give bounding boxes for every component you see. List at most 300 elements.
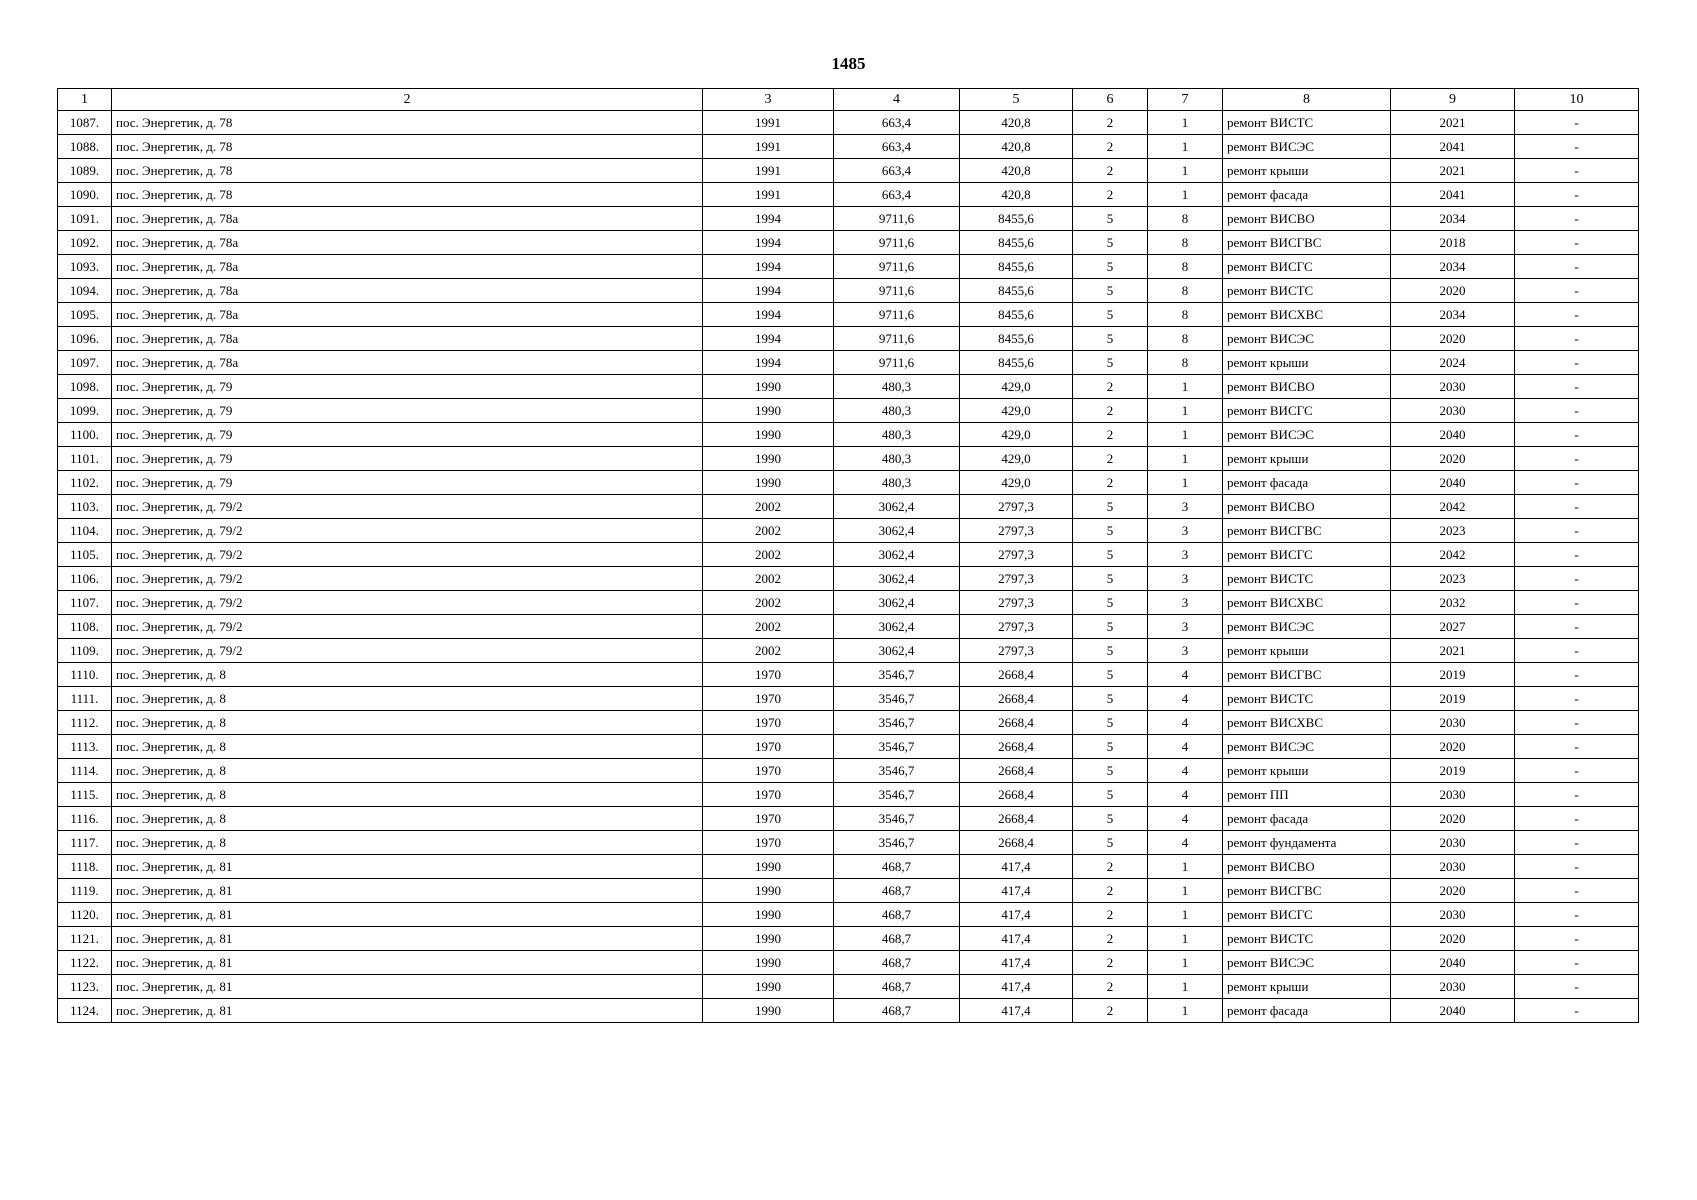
table-row [58, 351, 1639, 375]
cell-note: - [1515, 879, 1639, 903]
cell-address: пос. Энергетик, д. 81 [112, 975, 703, 999]
cell-note: - [1515, 231, 1639, 255]
table-row [58, 927, 1639, 951]
cell-total-area: 468,7 [834, 975, 960, 999]
cell-floors: 5 [1073, 495, 1148, 519]
cell-row-number: 1104. [58, 519, 112, 543]
cell-note: - [1515, 855, 1639, 879]
cell-year-built: 1970 [703, 711, 834, 735]
cell-total-area: 480,3 [834, 399, 960, 423]
cell-total-area: 663,4 [834, 183, 960, 207]
cell-entrances: 1 [1148, 375, 1223, 399]
cell-work-type: ремонт ВИСТС [1223, 927, 1391, 951]
cell-work-type: ремонт ВИСГВС [1223, 519, 1391, 543]
column-header-6: 6 [1073, 89, 1148, 111]
cell-total-area: 3062,4 [834, 567, 960, 591]
cell-total-area: 480,3 [834, 447, 960, 471]
cell-address: пос. Энергетик, д. 78а [112, 207, 703, 231]
cell-floors: 2 [1073, 471, 1148, 495]
cell-total-area: 3546,7 [834, 759, 960, 783]
cell-note: - [1515, 903, 1639, 927]
table-row [58, 639, 1639, 663]
table-row [58, 663, 1639, 687]
cell-living-area: 420,8 [960, 159, 1073, 183]
cell-year-built: 1994 [703, 327, 834, 351]
table-row [58, 975, 1639, 999]
table-row [58, 135, 1639, 159]
cell-planned-year: 2030 [1391, 903, 1515, 927]
cell-floors: 2 [1073, 135, 1148, 159]
cell-address: пос. Энергетик, д. 79 [112, 471, 703, 495]
cell-work-type: ремонт ВИСГС [1223, 543, 1391, 567]
cell-floors: 2 [1073, 903, 1148, 927]
cell-address: пос. Энергетик, д. 79 [112, 447, 703, 471]
cell-living-area: 420,8 [960, 183, 1073, 207]
cell-living-area: 8455,6 [960, 303, 1073, 327]
cell-planned-year: 2018 [1391, 231, 1515, 255]
cell-planned-year: 2030 [1391, 711, 1515, 735]
cell-living-area: 417,4 [960, 927, 1073, 951]
cell-row-number: 1095. [58, 303, 112, 327]
cell-total-area: 3062,4 [834, 495, 960, 519]
cell-year-built: 1990 [703, 423, 834, 447]
cell-planned-year: 2041 [1391, 183, 1515, 207]
table-row [58, 831, 1639, 855]
cell-note: - [1515, 639, 1639, 663]
cell-living-area: 417,4 [960, 975, 1073, 999]
cell-living-area: 2797,3 [960, 519, 1073, 543]
cell-row-number: 1110. [58, 663, 112, 687]
cell-note: - [1515, 759, 1639, 783]
cell-year-built: 1994 [703, 255, 834, 279]
cell-entrances: 1 [1148, 135, 1223, 159]
cell-living-area: 8455,6 [960, 207, 1073, 231]
cell-work-type: ремонт ПП [1223, 783, 1391, 807]
cell-work-type: ремонт ВИСЭС [1223, 951, 1391, 975]
cell-year-built: 1970 [703, 807, 834, 831]
cell-planned-year: 2041 [1391, 135, 1515, 159]
cell-total-area: 3546,7 [834, 711, 960, 735]
cell-living-area: 2668,4 [960, 663, 1073, 687]
cell-note: - [1515, 423, 1639, 447]
cell-note: - [1515, 615, 1639, 639]
cell-work-type: ремонт ВИСТС [1223, 687, 1391, 711]
column-header-9: 9 [1391, 89, 1515, 111]
cell-entrances: 4 [1148, 807, 1223, 831]
cell-row-number: 1100. [58, 423, 112, 447]
cell-living-area: 2797,3 [960, 543, 1073, 567]
cell-planned-year: 2020 [1391, 447, 1515, 471]
cell-entrances: 3 [1148, 615, 1223, 639]
cell-entrances: 3 [1148, 639, 1223, 663]
cell-entrances: 1 [1148, 903, 1223, 927]
cell-year-built: 2002 [703, 543, 834, 567]
cell-row-number: 1087. [58, 111, 112, 135]
cell-row-number: 1113. [58, 735, 112, 759]
cell-year-built: 1970 [703, 783, 834, 807]
cell-total-area: 9711,6 [834, 351, 960, 375]
cell-address: пос. Энергетик, д. 8 [112, 831, 703, 855]
table-header-row [58, 89, 1639, 111]
cell-total-area: 3546,7 [834, 807, 960, 831]
cell-row-number: 1123. [58, 975, 112, 999]
column-header-8: 8 [1223, 89, 1391, 111]
cell-entrances: 4 [1148, 663, 1223, 687]
cell-entrances: 8 [1148, 303, 1223, 327]
cell-planned-year: 2019 [1391, 687, 1515, 711]
cell-total-area: 9711,6 [834, 279, 960, 303]
cell-row-number: 1107. [58, 591, 112, 615]
cell-entrances: 1 [1148, 927, 1223, 951]
table-row [58, 519, 1639, 543]
cell-work-type: ремонт крыши [1223, 759, 1391, 783]
cell-address: пос. Энергетик, д. 8 [112, 663, 703, 687]
cell-floors: 5 [1073, 831, 1148, 855]
cell-year-built: 2002 [703, 495, 834, 519]
cell-entrances: 1 [1148, 879, 1223, 903]
cell-year-built: 2002 [703, 639, 834, 663]
cell-floors: 2 [1073, 447, 1148, 471]
cell-work-type: ремонт ВИСТС [1223, 279, 1391, 303]
page-number: 1485 [831, 54, 866, 73]
cell-address: пос. Энергетик, д. 8 [112, 735, 703, 759]
cell-work-type: ремонт ВИСЭС [1223, 615, 1391, 639]
cell-note: - [1515, 471, 1639, 495]
cell-living-area: 8455,6 [960, 279, 1073, 303]
table-row [58, 255, 1639, 279]
cell-note: - [1515, 807, 1639, 831]
cell-living-area: 417,4 [960, 855, 1073, 879]
cell-note: - [1515, 303, 1639, 327]
cell-entrances: 3 [1148, 543, 1223, 567]
cell-year-built: 1990 [703, 879, 834, 903]
cell-planned-year: 2032 [1391, 591, 1515, 615]
cell-note: - [1515, 591, 1639, 615]
table-row [58, 495, 1639, 519]
cell-work-type: ремонт ВИСГВС [1223, 231, 1391, 255]
table-row [58, 111, 1639, 135]
cell-year-built: 1990 [703, 471, 834, 495]
cell-floors: 5 [1073, 687, 1148, 711]
cell-total-area: 3546,7 [834, 831, 960, 855]
column-header-3: 3 [703, 89, 834, 111]
cell-floors: 2 [1073, 159, 1148, 183]
cell-living-area: 8455,6 [960, 255, 1073, 279]
table-row [58, 783, 1639, 807]
cell-total-area: 9711,6 [834, 303, 960, 327]
table-row [58, 327, 1639, 351]
cell-entrances: 8 [1148, 279, 1223, 303]
cell-total-area: 468,7 [834, 999, 960, 1023]
cell-total-area: 3062,4 [834, 639, 960, 663]
cell-work-type: ремонт фундамента [1223, 831, 1391, 855]
cell-entrances: 4 [1148, 687, 1223, 711]
cell-living-area: 429,0 [960, 423, 1073, 447]
cell-planned-year: 2034 [1391, 207, 1515, 231]
cell-row-number: 1098. [58, 375, 112, 399]
cell-work-type: ремонт ВИСГС [1223, 255, 1391, 279]
cell-row-number: 1101. [58, 447, 112, 471]
cell-work-type: ремонт ВИСВО [1223, 207, 1391, 231]
cell-planned-year: 2034 [1391, 303, 1515, 327]
cell-floors: 5 [1073, 351, 1148, 375]
cell-row-number: 1122. [58, 951, 112, 975]
cell-living-area: 2668,4 [960, 783, 1073, 807]
cell-floors: 2 [1073, 183, 1148, 207]
cell-floors: 5 [1073, 615, 1148, 639]
cell-work-type: ремонт фасада [1223, 471, 1391, 495]
cell-floors: 2 [1073, 927, 1148, 951]
table-row [58, 231, 1639, 255]
cell-entrances: 1 [1148, 975, 1223, 999]
cell-floors: 5 [1073, 207, 1148, 231]
cell-note: - [1515, 999, 1639, 1023]
cell-work-type: ремонт ВИСВО [1223, 855, 1391, 879]
cell-row-number: 1114. [58, 759, 112, 783]
cell-address: пос. Энергетик, д. 79 [112, 423, 703, 447]
cell-address: пос. Энергетик, д. 79/2 [112, 567, 703, 591]
cell-year-built: 1991 [703, 135, 834, 159]
cell-year-built: 1970 [703, 831, 834, 855]
cell-year-built: 1970 [703, 687, 834, 711]
cell-note: - [1515, 399, 1639, 423]
cell-total-area: 663,4 [834, 135, 960, 159]
cell-total-area: 663,4 [834, 111, 960, 135]
cell-year-built: 1990 [703, 927, 834, 951]
table-row [58, 183, 1639, 207]
cell-planned-year: 2030 [1391, 399, 1515, 423]
cell-year-built: 1994 [703, 207, 834, 231]
cell-entrances: 1 [1148, 471, 1223, 495]
cell-total-area: 480,3 [834, 375, 960, 399]
cell-living-area: 2668,4 [960, 687, 1073, 711]
cell-year-built: 1990 [703, 951, 834, 975]
cell-row-number: 1119. [58, 879, 112, 903]
cell-row-number: 1088. [58, 135, 112, 159]
cell-total-area: 9711,6 [834, 327, 960, 351]
cell-address: пос. Энергетик, д. 78а [112, 231, 703, 255]
cell-address: пос. Энергетик, д. 79/2 [112, 495, 703, 519]
cell-row-number: 1102. [58, 471, 112, 495]
cell-total-area: 468,7 [834, 951, 960, 975]
cell-row-number: 1118. [58, 855, 112, 879]
cell-row-number: 1096. [58, 327, 112, 351]
table-row [58, 879, 1639, 903]
cell-address: пос. Энергетик, д. 79/2 [112, 591, 703, 615]
cell-row-number: 1124. [58, 999, 112, 1023]
cell-year-built: 2002 [703, 591, 834, 615]
cell-living-area: 2797,3 [960, 591, 1073, 615]
cell-note: - [1515, 327, 1639, 351]
cell-total-area: 468,7 [834, 927, 960, 951]
cell-year-built: 1990 [703, 999, 834, 1023]
cell-entrances: 1 [1148, 423, 1223, 447]
cell-year-built: 1990 [703, 855, 834, 879]
cell-address: пос. Энергетик, д. 8 [112, 783, 703, 807]
column-header-5: 5 [960, 89, 1073, 111]
cell-floors: 5 [1073, 231, 1148, 255]
cell-row-number: 1115. [58, 783, 112, 807]
cell-planned-year: 2042 [1391, 543, 1515, 567]
table-row [58, 591, 1639, 615]
cell-planned-year: 2020 [1391, 807, 1515, 831]
cell-row-number: 1099. [58, 399, 112, 423]
cell-note: - [1515, 255, 1639, 279]
cell-floors: 2 [1073, 423, 1148, 447]
cell-note: - [1515, 447, 1639, 471]
data-table [57, 88, 1639, 1023]
cell-total-area: 3062,4 [834, 543, 960, 567]
cell-total-area: 663,4 [834, 159, 960, 183]
cell-planned-year: 2030 [1391, 831, 1515, 855]
cell-entrances: 8 [1148, 255, 1223, 279]
cell-note: - [1515, 543, 1639, 567]
cell-note: - [1515, 375, 1639, 399]
cell-entrances: 3 [1148, 519, 1223, 543]
cell-row-number: 1094. [58, 279, 112, 303]
table-row [58, 903, 1639, 927]
cell-planned-year: 2021 [1391, 159, 1515, 183]
cell-row-number: 1112. [58, 711, 112, 735]
cell-work-type: ремонт ВИСЭС [1223, 423, 1391, 447]
cell-total-area: 9711,6 [834, 255, 960, 279]
cell-living-area: 2668,4 [960, 831, 1073, 855]
cell-entrances: 8 [1148, 327, 1223, 351]
cell-row-number: 1108. [58, 615, 112, 639]
cell-living-area: 2668,4 [960, 759, 1073, 783]
cell-note: - [1515, 735, 1639, 759]
cell-entrances: 1 [1148, 855, 1223, 879]
cell-address: пос. Энергетик, д. 81 [112, 855, 703, 879]
cell-total-area: 3546,7 [834, 663, 960, 687]
cell-note: - [1515, 111, 1639, 135]
cell-year-built: 1970 [703, 735, 834, 759]
cell-entrances: 4 [1148, 759, 1223, 783]
cell-note: - [1515, 207, 1639, 231]
table-row [58, 399, 1639, 423]
cell-address: пос. Энергетик, д. 81 [112, 951, 703, 975]
cell-planned-year: 2042 [1391, 495, 1515, 519]
cell-living-area: 429,0 [960, 447, 1073, 471]
cell-entrances: 4 [1148, 783, 1223, 807]
cell-floors: 5 [1073, 279, 1148, 303]
cell-floors: 2 [1073, 999, 1148, 1023]
cell-total-area: 9711,6 [834, 231, 960, 255]
cell-work-type: ремонт ВИСТС [1223, 111, 1391, 135]
cell-entrances: 8 [1148, 207, 1223, 231]
cell-address: пос. Энергетик, д. 79/2 [112, 543, 703, 567]
cell-work-type: ремонт ВИСГС [1223, 399, 1391, 423]
cell-address: пос. Энергетик, д. 8 [112, 759, 703, 783]
cell-row-number: 1105. [58, 543, 112, 567]
cell-note: - [1515, 687, 1639, 711]
cell-total-area: 480,3 [834, 471, 960, 495]
cell-entrances: 1 [1148, 447, 1223, 471]
cell-total-area: 3546,7 [834, 687, 960, 711]
cell-planned-year: 2040 [1391, 951, 1515, 975]
cell-floors: 5 [1073, 807, 1148, 831]
cell-row-number: 1109. [58, 639, 112, 663]
cell-floors: 2 [1073, 111, 1148, 135]
cell-planned-year: 2023 [1391, 519, 1515, 543]
column-header-2: 2 [112, 89, 703, 111]
cell-planned-year: 2020 [1391, 879, 1515, 903]
cell-work-type: ремонт крыши [1223, 447, 1391, 471]
cell-living-area: 2797,3 [960, 567, 1073, 591]
cell-row-number: 1089. [58, 159, 112, 183]
cell-year-built: 1970 [703, 759, 834, 783]
cell-living-area: 417,4 [960, 879, 1073, 903]
table-row [58, 807, 1639, 831]
cell-floors: 2 [1073, 879, 1148, 903]
cell-year-built: 1991 [703, 159, 834, 183]
cell-floors: 5 [1073, 543, 1148, 567]
cell-address: пос. Энергетик, д. 79/2 [112, 615, 703, 639]
cell-planned-year: 2021 [1391, 639, 1515, 663]
cell-note: - [1515, 519, 1639, 543]
table-row [58, 567, 1639, 591]
cell-work-type: ремонт фасада [1223, 999, 1391, 1023]
column-header-1: 1 [58, 89, 112, 111]
table-row [58, 447, 1639, 471]
cell-work-type: ремонт ВИСВО [1223, 495, 1391, 519]
cell-note: - [1515, 927, 1639, 951]
cell-total-area: 3062,4 [834, 519, 960, 543]
cell-note: - [1515, 183, 1639, 207]
cell-address: пос. Энергетик, д. 81 [112, 927, 703, 951]
cell-living-area: 2668,4 [960, 807, 1073, 831]
cell-note: - [1515, 951, 1639, 975]
table-row [58, 735, 1639, 759]
cell-note: - [1515, 783, 1639, 807]
table-row [58, 951, 1639, 975]
cell-row-number: 1097. [58, 351, 112, 375]
cell-living-area: 417,4 [960, 999, 1073, 1023]
cell-work-type: ремонт фасада [1223, 807, 1391, 831]
cell-work-type: ремонт ВИСЭС [1223, 135, 1391, 159]
cell-row-number: 1090. [58, 183, 112, 207]
column-header-7: 7 [1148, 89, 1223, 111]
cell-year-built: 1990 [703, 447, 834, 471]
cell-floors: 2 [1073, 399, 1148, 423]
cell-floors: 5 [1073, 303, 1148, 327]
cell-floors: 5 [1073, 639, 1148, 663]
cell-entrances: 8 [1148, 231, 1223, 255]
cell-note: - [1515, 831, 1639, 855]
table-row [58, 855, 1639, 879]
cell-row-number: 1117. [58, 831, 112, 855]
cell-note: - [1515, 567, 1639, 591]
cell-total-area: 3546,7 [834, 783, 960, 807]
cell-planned-year: 2023 [1391, 567, 1515, 591]
cell-work-type: ремонт ВИСХВС [1223, 303, 1391, 327]
cell-address: пос. Энергетик, д. 79/2 [112, 639, 703, 663]
cell-address: пос. Энергетик, д. 81 [112, 879, 703, 903]
cell-row-number: 1116. [58, 807, 112, 831]
cell-floors: 5 [1073, 711, 1148, 735]
cell-row-number: 1103. [58, 495, 112, 519]
cell-floors: 5 [1073, 567, 1148, 591]
table-row [58, 159, 1639, 183]
cell-work-type: ремонт ВИСТС [1223, 567, 1391, 591]
cell-work-type: ремонт ВИСЭС [1223, 735, 1391, 759]
cell-note: - [1515, 351, 1639, 375]
table-row [58, 279, 1639, 303]
cell-work-type: ремонт крыши [1223, 975, 1391, 999]
cell-living-area: 429,0 [960, 399, 1073, 423]
cell-planned-year: 2034 [1391, 255, 1515, 279]
cell-work-type: ремонт фасада [1223, 183, 1391, 207]
